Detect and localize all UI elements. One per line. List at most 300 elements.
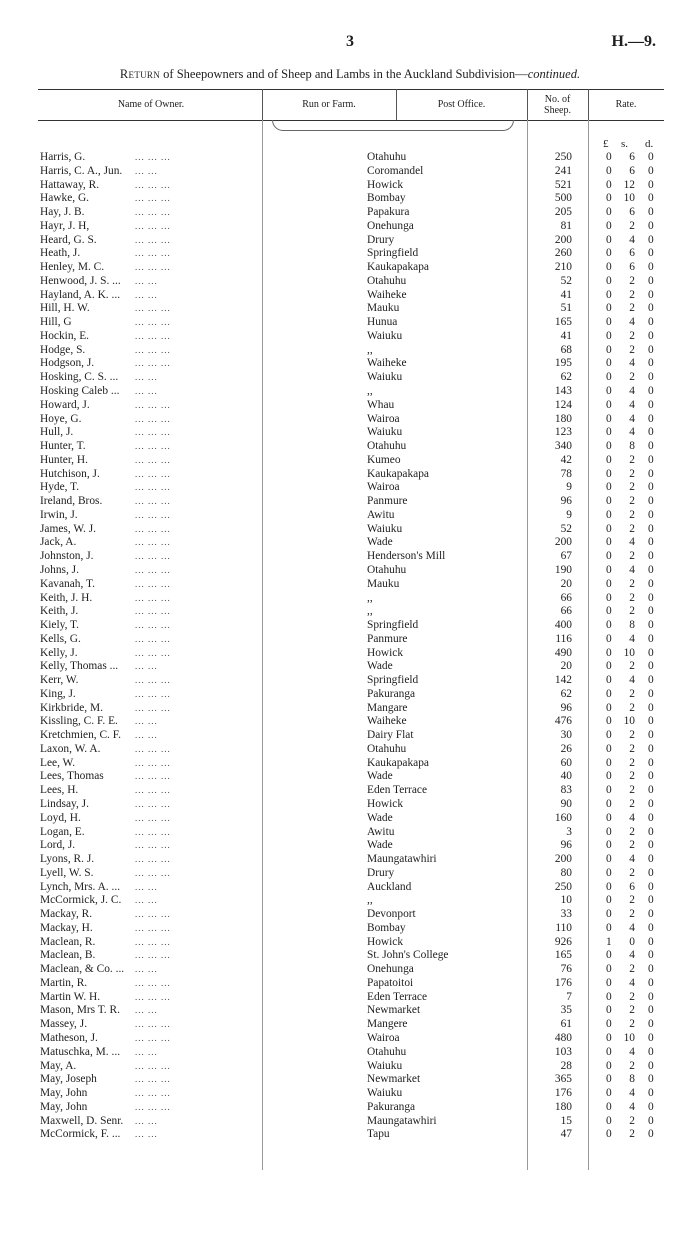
rate-pounds: 0 [606, 591, 612, 604]
sheep-count: 28 [560, 1059, 572, 1072]
sheep-count: 200 [554, 233, 572, 246]
rate-shillings: 4 [629, 398, 635, 411]
table-row [0, 977, 700, 991]
owner-name: Lynch, Mrs. A. ... [40, 880, 121, 893]
rate-pounds: 0 [606, 398, 612, 411]
rate-shillings: 2 [629, 894, 635, 907]
sheep-count: 83 [560, 784, 572, 797]
table-row [0, 440, 700, 454]
rate-shillings: 4 [629, 233, 635, 246]
leader-dots: ... ... ... [135, 496, 171, 507]
sheep-count: 490 [554, 646, 572, 659]
owner-name: Ireland, Bros. [40, 495, 103, 508]
owner-column-header: Name of Owner. [117, 99, 185, 110]
rate-pence: 0 [648, 921, 654, 934]
table-row [0, 743, 700, 757]
farm-name: ,, [367, 343, 373, 356]
rate-pounds: 0 [606, 1087, 612, 1100]
rate-pence: 0 [648, 742, 654, 755]
owner-name: Lyons, R. J. [40, 853, 95, 866]
rate-pounds: 0 [606, 453, 612, 466]
rate-pounds: 0 [606, 1004, 612, 1017]
pence-symbol: d. [645, 138, 654, 150]
owner-name: May, John [40, 1087, 88, 1100]
sheep-count: 41 [560, 288, 572, 301]
rate-pounds: 0 [606, 1073, 612, 1086]
rate-shillings: 0 [629, 935, 635, 948]
farm-name: ,, [367, 591, 373, 604]
rate-pounds: 0 [606, 371, 612, 384]
rate-shillings: 10 [623, 1032, 635, 1044]
sheep-count: 52 [560, 274, 572, 287]
leader-dots: ... ... ... [135, 909, 171, 920]
table-row [0, 592, 700, 606]
owner-name: Mackay, H. [40, 921, 93, 934]
sheep-count: 180 [554, 412, 572, 425]
rate-pounds: 0 [606, 412, 612, 425]
rate-shillings: 2 [629, 770, 635, 783]
leader-dots: ... ... [135, 895, 158, 906]
leader-dots: ... ... ... [135, 399, 171, 410]
farm-name: Papakura [367, 206, 410, 219]
rate-pence: 0 [648, 536, 654, 549]
table-row [0, 1018, 700, 1032]
rate-pence: 0 [648, 784, 654, 797]
table-row [0, 509, 700, 523]
owner-name: Kelly, J. [40, 646, 78, 659]
rate-shillings: 4 [629, 1087, 635, 1100]
owner-name: James, W. J. [40, 522, 97, 535]
leader-dots: ... ... ... [135, 179, 171, 190]
rate-pence: 0 [648, 949, 654, 962]
farm-name: Coromandel [367, 164, 424, 177]
rate-pence: 0 [648, 1004, 654, 1017]
rate-pounds: 0 [606, 784, 612, 797]
rate-pounds: 0 [606, 990, 612, 1003]
rate-shillings: 4 [629, 853, 635, 866]
rate-shillings: 4 [629, 357, 635, 370]
table-row [0, 564, 700, 578]
rate-pence: 0 [648, 1087, 654, 1100]
farm-name: Panmure [367, 632, 408, 645]
rate-pence: 0 [648, 577, 654, 590]
rate-shillings: 8 [629, 440, 635, 453]
farm-name: Wairoa [367, 1032, 400, 1044]
sheep-count: 500 [554, 192, 572, 205]
table-row [0, 426, 700, 440]
rate-pounds: 0 [606, 687, 612, 700]
owner-name: Howard, J. [40, 398, 90, 411]
rate-pounds: 0 [606, 715, 612, 728]
table-row [0, 729, 700, 743]
sheep-count: 96 [560, 701, 572, 714]
owner-name: Lindsay, J. [40, 797, 89, 810]
rate-shillings: 2 [629, 990, 635, 1003]
sheep-count: 480 [554, 1032, 572, 1044]
leader-dots: ... ... ... [135, 441, 171, 452]
table-row [0, 192, 700, 206]
owner-name: May, John [40, 1100, 88, 1113]
rate-pence: 0 [648, 935, 654, 948]
rate-pounds: 0 [606, 563, 612, 576]
rate-pounds: 0 [606, 605, 612, 618]
farm-name: Otahuhu [367, 1045, 407, 1058]
rate-shillings: 2 [629, 1128, 635, 1141]
rate-pounds: 0 [606, 164, 612, 177]
leader-dots: ... ... [135, 661, 158, 672]
rate-pence: 0 [648, 192, 654, 205]
leader-dots: ... ... ... [135, 248, 171, 259]
sheep-count: 62 [560, 687, 572, 700]
sheep-count: 76 [560, 963, 572, 976]
farm-name: Howick [367, 178, 404, 191]
table-row [0, 826, 700, 840]
rate-shillings: 4 [629, 563, 635, 576]
sheep-count: 926 [554, 935, 572, 948]
sheep-count: 205 [554, 206, 572, 219]
owner-name: Hay, J. B. [40, 206, 85, 219]
owner-name: Hattaway, R. [40, 178, 100, 191]
farm-name: Otahuhu [367, 274, 407, 287]
table-row [0, 949, 700, 963]
farm-name: Drury [367, 233, 395, 246]
table-row [0, 1128, 700, 1142]
sheep-count: 241 [554, 164, 572, 177]
farm-name: Hunua [367, 316, 398, 329]
leader-dots: ... ... ... [135, 1088, 171, 1099]
leader-dots: ... ... ... [135, 620, 171, 631]
rate-pence: 0 [648, 715, 654, 728]
farm-name: Henderson's Mill [367, 550, 446, 563]
rate-pounds: 0 [606, 921, 612, 934]
rate-shillings: 6 [629, 151, 635, 163]
sheep-count: 41 [560, 329, 572, 342]
rate-pounds: 0 [606, 385, 612, 398]
rate-pounds: 0 [606, 247, 612, 260]
leader-dots: ... ... [135, 1129, 158, 1140]
title-prefix: Return [119, 67, 161, 81]
rate-shillings: 2 [629, 508, 635, 521]
owner-name: Johns, J. [40, 563, 79, 576]
sheep-count: 10 [560, 894, 572, 907]
sheep-count: 20 [560, 577, 572, 590]
sheep-count: 250 [554, 151, 572, 163]
sheep-count: 340 [554, 440, 572, 453]
leader-dots: ... ... ... [135, 826, 171, 837]
farm-name: Kaukapakapa [367, 261, 429, 274]
owner-name: Loyd, H. [40, 811, 81, 824]
rate-pence: 0 [648, 866, 654, 879]
rate-pounds: 0 [606, 151, 612, 163]
rate-pence: 0 [648, 756, 654, 769]
farm-name: Waiuku [367, 371, 403, 384]
owner-name: Maclean, R. [40, 935, 96, 948]
table-row [0, 1073, 700, 1087]
rate-pounds: 0 [606, 302, 612, 315]
rate-pounds: 0 [606, 853, 612, 866]
rate-pence: 0 [648, 453, 654, 466]
rate-pence: 0 [648, 660, 654, 673]
leader-dots: ... ... ... [135, 427, 171, 438]
leader-dots: ... ... ... [135, 413, 171, 424]
rate-shillings: 6 [629, 261, 635, 274]
farm-name: Waiuku [367, 329, 403, 342]
owner-name: Mason, Mrs T. R. [40, 1004, 120, 1017]
sheep-count: 9 [566, 481, 572, 494]
leader-dots: ... ... ... [135, 1060, 171, 1071]
document-title [0, 67, 700, 82]
rate-pounds: 0 [606, 908, 612, 921]
rate-pence: 0 [648, 880, 654, 893]
sheep-count: 20 [560, 660, 572, 673]
rate-pence: 0 [648, 467, 654, 480]
rate-shillings: 2 [629, 866, 635, 879]
sheep-count: 365 [554, 1073, 572, 1086]
table-row [0, 536, 700, 550]
leader-dots: ... ... [135, 1005, 158, 1016]
table-row [0, 619, 700, 633]
owner-name: Matuschka, M. ... [40, 1045, 121, 1058]
sheep-count: 210 [554, 261, 572, 274]
rate-pence: 0 [648, 247, 654, 260]
table-row [0, 316, 700, 330]
rate-shillings: 2 [629, 274, 635, 287]
rate-pounds: 0 [606, 288, 612, 301]
rate-pounds: 0 [606, 316, 612, 329]
rate-shillings: 2 [629, 908, 635, 921]
owner-name: Hull, J. [40, 426, 74, 439]
table-row [0, 1046, 700, 1060]
farm-name: Mauku [367, 302, 400, 315]
farm-name: Springfield [367, 247, 419, 260]
owner-name: Martin W. H. [40, 990, 101, 1003]
rate-pounds: 0 [606, 219, 612, 232]
rate-pounds: 0 [606, 426, 612, 439]
table-row [0, 894, 700, 908]
owner-name: Matheson, J. [40, 1032, 98, 1044]
rate-shillings: 2 [629, 742, 635, 755]
leader-dots: ... ... ... [135, 950, 171, 961]
table-row [0, 261, 700, 275]
table-row [0, 206, 700, 220]
leader-dots: ... ... ... [135, 234, 171, 245]
rate-pence: 0 [648, 274, 654, 287]
owner-name: Harris, G. [40, 151, 86, 163]
farm-name: Wade [367, 536, 393, 549]
table-row [0, 757, 700, 771]
table-row [0, 1004, 700, 1018]
rate-pence: 0 [648, 646, 654, 659]
post-office-column-header: Post Office. [437, 99, 486, 110]
rate-shillings: 4 [629, 976, 635, 989]
rate-pence: 0 [648, 825, 654, 838]
rate-shillings: 4 [629, 316, 635, 329]
leader-dots: ... ... ... [135, 702, 171, 713]
rate-pounds: 0 [606, 770, 612, 783]
rate-shillings: 8 [629, 1073, 635, 1086]
rate-shillings: 4 [629, 811, 635, 824]
rate-shillings: 2 [629, 302, 635, 315]
leader-dots: ... ... ... [135, 1019, 171, 1030]
leader-dots: ... ... ... [135, 207, 171, 218]
farm-name: Wade [367, 839, 393, 852]
sheep-count: 61 [560, 1018, 572, 1031]
owner-name: Mackay, R. [40, 908, 93, 921]
farm-name: Springfield [367, 674, 419, 687]
leader-dots: ... ... ... [135, 509, 171, 520]
rate-pounds: 0 [606, 522, 612, 535]
sheep-count: 33 [560, 908, 572, 921]
rate-pounds: 0 [606, 619, 612, 632]
table-row [0, 839, 700, 853]
rate-shillings: 4 [629, 632, 635, 645]
rate-shillings: 4 [629, 674, 635, 687]
table-row [0, 179, 700, 193]
table-row [0, 1101, 700, 1115]
farm-name: Maungatawhiri [367, 1114, 437, 1127]
owner-name: Maxwell, D. Senr. [40, 1114, 124, 1127]
table-row [0, 798, 700, 812]
farm-name: Otahuhu [367, 151, 407, 163]
rate-pence: 0 [648, 687, 654, 700]
rate-shillings: 2 [629, 219, 635, 232]
table-row [0, 550, 700, 564]
sheep-count: 96 [560, 839, 572, 852]
rate-shillings: 2 [629, 591, 635, 604]
rate-shillings: 4 [629, 921, 635, 934]
owner-name: Kiely, T. [40, 619, 80, 632]
owner-name: Hutchison, J. [40, 467, 100, 480]
sheep-count: 9 [566, 508, 572, 521]
sheep-count: 142 [554, 674, 572, 687]
table-row [0, 881, 700, 895]
leader-dots: ... ... ... [135, 262, 171, 273]
farm-name: ,, [367, 894, 373, 907]
rate-shillings: 4 [629, 385, 635, 398]
owner-name: Kelly, Thomas ... [40, 660, 119, 673]
rate-pence: 0 [648, 357, 654, 370]
farm-name: Auckland [367, 880, 412, 893]
rate-pounds: 0 [606, 1018, 612, 1031]
leader-dots: ... ... [135, 275, 158, 286]
rate-shillings: 2 [629, 481, 635, 494]
farm-name: Tapu [367, 1128, 390, 1141]
owner-name: Jack, A. [40, 536, 77, 549]
rate-pence: 0 [648, 1114, 654, 1127]
table-row [0, 784, 700, 798]
table-row [0, 357, 700, 371]
farm-name: Waiheke [367, 715, 407, 728]
table-row [0, 688, 700, 702]
rate-pence: 0 [648, 261, 654, 274]
table-row [0, 247, 700, 261]
owner-name: Lord, J. [40, 839, 76, 852]
farm-name: Wade [367, 770, 393, 783]
farm-name: Waiuku [367, 1059, 403, 1072]
table-row [0, 674, 700, 688]
rate-shillings: 2 [629, 605, 635, 618]
sheep-count: 260 [554, 247, 572, 260]
farm-name: Otahuhu [367, 440, 407, 453]
table-row [0, 605, 700, 619]
farm-name: Dairy Flat [367, 729, 414, 742]
title-main: of Sheepowners and of Sheep and Lambs in the Auckland Subdivision— [160, 67, 528, 81]
rate-column-header: Rate. [615, 99, 637, 110]
farm-name: Otahuhu [367, 742, 407, 755]
owner-name: Hayr, J. H, [40, 219, 90, 232]
rate-shillings: 2 [629, 825, 635, 838]
farm-name: Panmure [367, 495, 408, 508]
rate-pence: 0 [648, 1018, 654, 1031]
owner-name: Kretchmien, C. F. [40, 729, 122, 742]
leader-dots: ... ... ... [135, 330, 171, 341]
table-row [0, 1060, 700, 1074]
rate-shillings: 4 [629, 536, 635, 549]
sheep-count: 30 [560, 729, 572, 742]
rate-pence: 0 [648, 1100, 654, 1113]
rate-pounds: 0 [606, 742, 612, 755]
rate-shillings: 2 [629, 1018, 635, 1031]
rate-pence: 0 [648, 908, 654, 921]
leader-dots: ... ... ... [135, 840, 171, 851]
farm-name: Howick [367, 797, 404, 810]
sheep-count: 60 [560, 756, 572, 769]
rate-pounds: 0 [606, 1100, 612, 1113]
sheep-count: 67 [560, 550, 572, 563]
farm-name: Maungatawhiri [367, 853, 437, 866]
table-row [0, 812, 700, 826]
shillings-symbol: s. [621, 138, 629, 150]
rate-pence: 0 [648, 770, 654, 783]
rate-shillings: 2 [629, 687, 635, 700]
rate-shillings: 2 [629, 453, 635, 466]
rate-shillings: 8 [629, 619, 635, 632]
table-row [0, 344, 700, 358]
rate-shillings: 2 [629, 784, 635, 797]
owner-name: Hockin, E. [40, 329, 90, 342]
rate-pence: 0 [648, 605, 654, 618]
rate-pounds: 0 [606, 701, 612, 714]
leader-dots: ... ... ... [135, 991, 171, 1002]
sheep-header-line2: Sheep. [544, 105, 571, 116]
table-row [0, 481, 700, 495]
leader-dots: ... ... ... [135, 785, 171, 796]
sheep-count: 521 [554, 178, 572, 191]
leader-dots: ... ... [135, 716, 158, 727]
farm-name: Wade [367, 660, 393, 673]
leader-dots: ... ... ... [135, 688, 171, 699]
owner-name: Kells, G. [40, 632, 81, 645]
owner-name: Henley, M. C. [40, 261, 105, 274]
rate-pence: 0 [648, 481, 654, 494]
leader-dots: ... ... [135, 165, 158, 176]
leader-dots: ... ... ... [135, 344, 171, 355]
leader-dots: ... ... ... [135, 633, 171, 644]
sheep-count: 250 [554, 880, 572, 893]
farm-name: Waiuku [367, 522, 403, 535]
sheep-count: 81 [560, 219, 572, 232]
table-row [0, 151, 700, 165]
farm-name: Pakuranga [367, 687, 416, 700]
rate-pounds: 0 [606, 1059, 612, 1072]
table-row [0, 468, 700, 482]
title-suffix: continued. [527, 67, 581, 81]
table-row [0, 633, 700, 647]
rate-pence: 0 [648, 164, 654, 177]
owner-name: Kavanah, T. [40, 577, 95, 590]
owner-name: Hill, H. W. [40, 302, 90, 315]
rate-pence: 0 [648, 440, 654, 453]
